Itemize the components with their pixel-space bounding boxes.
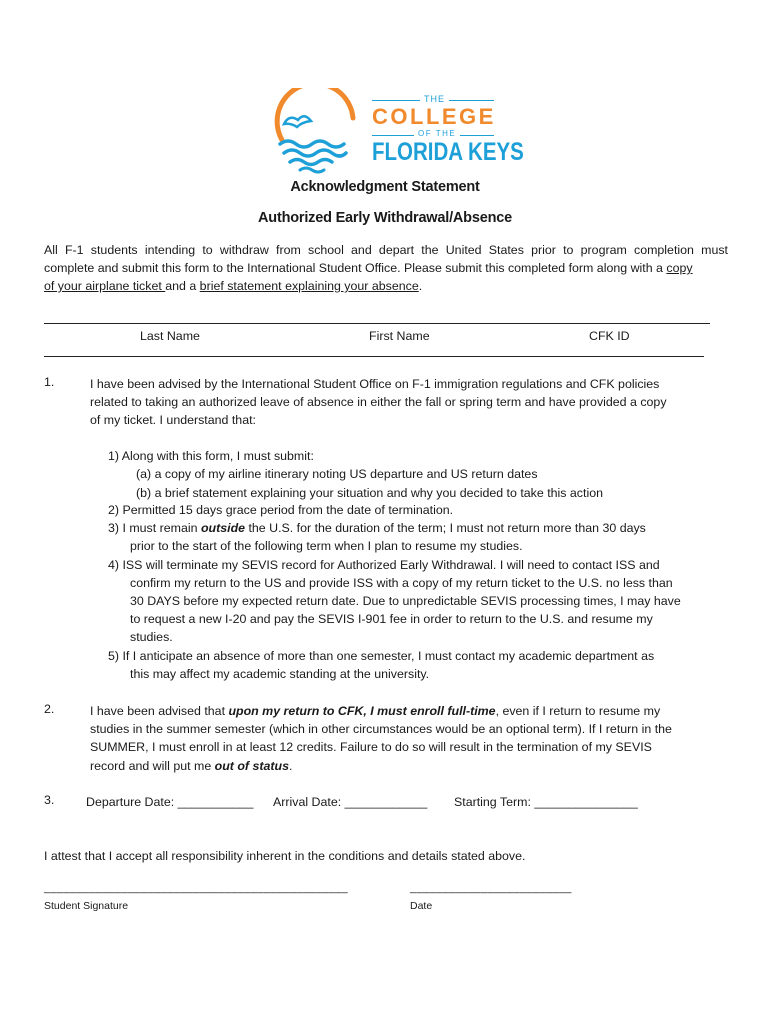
intro-line-2 bbox=[44, 259, 728, 277]
attest-statement: I attest that I accept all responsibility inherent in the conditions and details stated above. bbox=[44, 849, 526, 863]
page-title: Acknowledgment Statement bbox=[290, 179, 480, 195]
name-field-bottom-line bbox=[44, 356, 704, 357]
item-1-line-3: of my ticket. I understand that: bbox=[90, 413, 256, 427]
arrival-date-field[interactable]: Arrival Date: ____________ bbox=[273, 795, 428, 809]
sub-item-3-text: 3) I must remain bbox=[108, 521, 201, 535]
sub-item-1: 1) Along with this form, I must submit: bbox=[108, 449, 314, 463]
sub-item-5-line-1: 5) If I anticipate an absence of more than one semester, I must contact my academic department as bbox=[108, 649, 655, 663]
sub-item-3-line-2: prior to the start of the following term when I plan to resume my studies. bbox=[130, 539, 523, 553]
logo-florida-keys: FLORIDA KEYS bbox=[372, 138, 524, 166]
item-2-line-1 bbox=[90, 702, 660, 720]
sub-item-4-line-4: to request a new I-20 and pay the SEVIS I-901 fee in order to return to the U.S. and resume my bbox=[130, 612, 653, 626]
date-line[interactable]: _________________________ bbox=[410, 882, 572, 894]
brief-statement-link: brief statement explaining your absence bbox=[199, 279, 419, 293]
item-2-text: . bbox=[289, 759, 293, 773]
intro-line-3 bbox=[44, 277, 422, 295]
starting-term-field[interactable]: Starting Term: _______________ bbox=[454, 795, 638, 809]
sub-item-3-text: the U.S. for the duration of the term; I must not return more than 30 days bbox=[245, 521, 646, 535]
airplane-ticket-link: of your airplane ticket bbox=[44, 279, 166, 293]
last-name-label: Last Name bbox=[140, 329, 200, 343]
item-3-number: 3. bbox=[44, 793, 55, 807]
page-subtitle: Authorized Early Withdrawal/Absence bbox=[258, 210, 512, 226]
sub-item-1b: (b) a brief statement explaining your situation and why you decided to take this action bbox=[136, 486, 603, 500]
item-2-text: record and will put me bbox=[90, 759, 215, 773]
sub-item-4-line-1: 4) ISS will terminate my SEVIS record for Authorized Early Withdrawal. I will need to contact ISS and bbox=[108, 558, 660, 572]
item-1-line-2: related to taking an authorized leave of absence in either the fall or spring term and have provided a copy bbox=[90, 395, 667, 409]
logo-college: COLLEGE bbox=[372, 104, 496, 129]
logo-of-the: OF THE bbox=[414, 129, 460, 138]
item-2-text: I have been advised that bbox=[90, 704, 229, 718]
date-label: Date bbox=[410, 900, 433, 912]
sub-item-4-line-3: 30 DAYS before my expected return date. Due to unpredictable SEVIS processing times, I may have bbox=[130, 594, 681, 608]
enroll-full-time-emphasis: upon my return to CFK, I must enroll full-time bbox=[228, 704, 496, 718]
outside-emphasis: outside bbox=[200, 521, 246, 535]
item-2-line-4 bbox=[90, 757, 292, 775]
intro-text: . bbox=[418, 279, 423, 293]
item-2-text: , even if I return to resume my bbox=[495, 704, 661, 718]
intro-text: and a bbox=[165, 279, 200, 293]
item-2-number: 2. bbox=[44, 702, 55, 716]
cfk-id-label: CFK ID bbox=[589, 329, 630, 343]
sub-item-2: 2) Permitted 15 days grace period from the date of termination. bbox=[108, 503, 454, 517]
item-2-line-2: studies in the summer semester (which in other circumstances would be an optional term). If I return in the bbox=[90, 722, 672, 736]
signature-line[interactable]: _______________________________________________ bbox=[44, 882, 348, 894]
sun-waves-icon bbox=[274, 88, 360, 174]
departure-date-field[interactable]: Departure Date: ___________ bbox=[86, 795, 254, 809]
out-of-status-emphasis: out of status bbox=[214, 759, 289, 773]
copy-link: copy bbox=[666, 261, 693, 275]
sub-item-4-line-5: studies. bbox=[130, 630, 173, 644]
item-1-line-1: I have been advised by the International Student Office on F-1 immigration regulations and CFK policies bbox=[90, 377, 660, 391]
college-logo bbox=[274, 88, 524, 174]
intro-text: complete and submit this form to the International Student Office. Please submit this completed form along with a bbox=[44, 261, 667, 275]
sub-item-5-line-2: this may affect my academic standing at the university. bbox=[130, 667, 430, 681]
intro-line-1: All F-1 students intending to withdraw from school and depart the United States prior to program completion must bbox=[44, 243, 728, 257]
item-2-line-3: SUMMER, I must enroll in at least 12 credits. Failure to do so will result in the termination of my SEVIS bbox=[90, 740, 652, 754]
sub-item-3 bbox=[108, 519, 646, 537]
sub-item-4-line-2: confirm my return to the US and provide ISS with a copy of my return ticket to the U.S. no less than bbox=[130, 576, 673, 590]
item-1-number: 1. bbox=[44, 375, 55, 389]
name-field-top-line bbox=[44, 323, 710, 324]
sub-item-1a: (a) a copy of my airline itinerary noting US departure and US return dates bbox=[136, 467, 538, 481]
signature-label: Student Signature bbox=[44, 900, 129, 912]
first-name-label: First Name bbox=[369, 329, 430, 343]
logo-the: THE bbox=[420, 94, 449, 104]
